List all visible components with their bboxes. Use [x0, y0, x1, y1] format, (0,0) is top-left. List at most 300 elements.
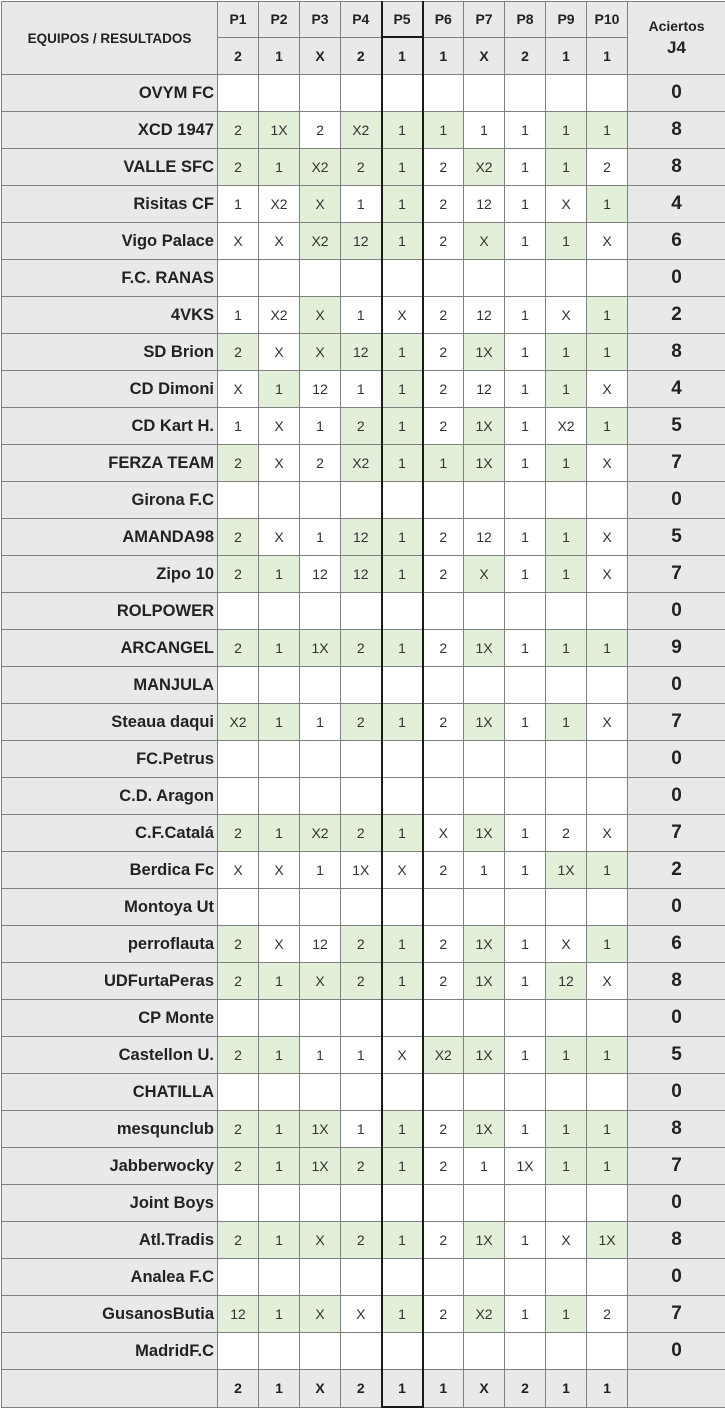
- pick-cell-p10: [587, 1333, 628, 1370]
- team-name: FC.Petrus: [2, 741, 218, 778]
- aciertos-score: 6: [628, 926, 725, 963]
- pick-cell-p1: X: [218, 223, 259, 260]
- team-name: Risitas CF: [2, 186, 218, 223]
- pick-cell-p9: 1: [546, 704, 587, 741]
- pick-cell-p2: X: [259, 852, 300, 889]
- pick-cell-p1: 1: [218, 186, 259, 223]
- pick-cell-p9: 1: [546, 445, 587, 482]
- team-name: FERZA TEAM: [2, 445, 218, 482]
- pick-cell-p10: 1: [587, 1037, 628, 1074]
- table-row: [2, 593, 725, 630]
- pick-cell-p7: [464, 1333, 505, 1370]
- pick-cell-p10: 1: [587, 186, 628, 223]
- pick-cell-p9: 1: [546, 1148, 587, 1185]
- pick-cell-p9: [546, 1259, 587, 1296]
- pick-cell-p1: 2: [218, 1148, 259, 1185]
- pick-cell-p5: [382, 741, 423, 778]
- aciertos-score: 7: [628, 1148, 725, 1185]
- pick-cell-p8: 1: [505, 1222, 546, 1259]
- aciertos-score: 7: [628, 704, 725, 741]
- table-row: [2, 1037, 725, 1074]
- pick-cell-p3: 12: [300, 371, 341, 408]
- pick-cell-p6: [423, 1000, 464, 1037]
- pick-cell-p6: 2: [423, 334, 464, 371]
- pick-cell-p1: [218, 1074, 259, 1111]
- pick-cell-p4: 1: [341, 186, 382, 223]
- pick-cell-p4: X2: [341, 112, 382, 149]
- pick-cell-p2: 1: [259, 1296, 300, 1333]
- table-row: [2, 926, 725, 963]
- team-name: OVYM FC: [2, 75, 218, 112]
- team-name: Berdica Fc: [2, 852, 218, 889]
- aciertos-score: 0: [628, 260, 725, 297]
- pick-cell-p10: X: [587, 704, 628, 741]
- pick-cell-p7: [464, 1074, 505, 1111]
- pick-cell-p10: [587, 667, 628, 704]
- pick-cell-p3: 1: [300, 704, 341, 741]
- pick-cell-p5: 1: [382, 704, 423, 741]
- column-header-p7: P7: [464, 2, 505, 38]
- pick-cell-p8: [505, 1185, 546, 1222]
- pick-cell-p3: 1: [300, 519, 341, 556]
- team-name: Montoya Ut: [2, 889, 218, 926]
- pick-cell-p8: 1: [505, 852, 546, 889]
- team-name: AMANDA98: [2, 519, 218, 556]
- pick-cell-p1: 12: [218, 1296, 259, 1333]
- pick-cell-p9: 1X: [546, 852, 587, 889]
- pick-cell-p1: 2: [218, 149, 259, 186]
- pick-cell-p10: 1: [587, 334, 628, 371]
- pick-cell-p2: [259, 1185, 300, 1222]
- pick-cell-p9: X: [546, 1222, 587, 1259]
- pick-cell-p3: X2: [300, 815, 341, 852]
- pick-cell-p9: [546, 1185, 587, 1222]
- footer-results-row: [2, 1370, 725, 1408]
- pick-cell-p1: [218, 593, 259, 630]
- aciertos-score: 6: [628, 223, 725, 260]
- table-row: [2, 445, 725, 482]
- footer-result-p7: X: [464, 1370, 505, 1408]
- pick-cell-p2: [259, 593, 300, 630]
- pick-cell-p2: 1: [259, 556, 300, 593]
- aciertos-score: 5: [628, 1037, 725, 1074]
- official-result-p6: 1: [423, 37, 464, 75]
- pick-cell-p9: 1: [546, 1296, 587, 1333]
- pick-cell-p7: 12: [464, 519, 505, 556]
- pick-cell-p9: [546, 1000, 587, 1037]
- pick-cell-p10: [587, 260, 628, 297]
- pick-cell-p7: 1: [464, 112, 505, 149]
- pick-cell-p7: 12: [464, 186, 505, 223]
- pick-cell-p2: [259, 667, 300, 704]
- pick-cell-p1: 1: [218, 297, 259, 334]
- pick-cell-p10: [587, 1259, 628, 1296]
- column-header-p9: P9: [546, 2, 587, 38]
- pick-cell-p9: 1: [546, 556, 587, 593]
- pick-cell-p10: 1: [587, 630, 628, 667]
- pick-cell-p7: 1X: [464, 815, 505, 852]
- official-result-p5: 1: [382, 37, 423, 75]
- team-name: Analea F.C: [2, 1259, 218, 1296]
- pick-cell-p4: [341, 778, 382, 815]
- pick-cell-p10: 1: [587, 112, 628, 149]
- pick-cell-p8: [505, 1074, 546, 1111]
- pick-cell-p6: [423, 1185, 464, 1222]
- pick-cell-p3: [300, 1074, 341, 1111]
- pick-cell-p10: 1: [587, 852, 628, 889]
- pick-cell-p1: [218, 778, 259, 815]
- pick-cell-p9: [546, 778, 587, 815]
- footer-result-p5: 1: [382, 1370, 423, 1408]
- header-row-columns: [2, 2, 725, 38]
- pick-cell-p4: [341, 482, 382, 519]
- pick-cell-p7: [464, 1000, 505, 1037]
- column-header-p2: P2: [259, 2, 300, 38]
- aciertos-score: 0: [628, 482, 725, 519]
- pick-cell-p2: 1: [259, 371, 300, 408]
- pick-cell-p6: 2: [423, 852, 464, 889]
- pick-cell-p9: [546, 593, 587, 630]
- pick-cell-p4: 12: [341, 519, 382, 556]
- pick-cell-p9: 1: [546, 519, 587, 556]
- pick-cell-p3: X: [300, 963, 341, 1000]
- pick-cell-p8: [505, 482, 546, 519]
- aciertos-score: 0: [628, 1074, 725, 1111]
- pick-cell-p9: [546, 1333, 587, 1370]
- pick-cell-p6: 2: [423, 371, 464, 408]
- team-name: Zipo 10: [2, 556, 218, 593]
- pick-cell-p8: [505, 667, 546, 704]
- pick-cell-p2: [259, 889, 300, 926]
- pick-cell-p10: 1X: [587, 1222, 628, 1259]
- column-header-p5: P5: [382, 2, 423, 38]
- pick-cell-p1: [218, 667, 259, 704]
- table-row: [2, 519, 725, 556]
- pick-cell-p6: 2: [423, 519, 464, 556]
- pick-cell-p9: 12: [546, 963, 587, 1000]
- pick-cell-p3: [300, 741, 341, 778]
- footer-result-p6: 1: [423, 1370, 464, 1408]
- pick-cell-p1: [218, 1259, 259, 1296]
- pick-cell-p8: 1: [505, 1111, 546, 1148]
- pick-cell-p7: 1X: [464, 445, 505, 482]
- footer-result-p9: 1: [546, 1370, 587, 1408]
- pick-cell-p1: 2: [218, 926, 259, 963]
- pick-cell-p7: [464, 1259, 505, 1296]
- pick-cell-p9: [546, 1074, 587, 1111]
- pick-cell-p7: 1X: [464, 926, 505, 963]
- pick-cell-p8: [505, 1333, 546, 1370]
- pick-cell-p3: 2: [300, 112, 341, 149]
- pick-cell-p10: [587, 889, 628, 926]
- team-name: Atl.Tradis: [2, 1222, 218, 1259]
- pick-cell-p2: X2: [259, 186, 300, 223]
- pick-cell-p3: [300, 75, 341, 112]
- team-name: MadridF.C: [2, 1333, 218, 1370]
- pick-cell-p1: [218, 1333, 259, 1370]
- pick-cell-p4: 12: [341, 223, 382, 260]
- pick-cell-p6: [423, 1074, 464, 1111]
- pick-cell-p3: [300, 889, 341, 926]
- pick-cell-p6: [423, 482, 464, 519]
- pick-cell-p4: [341, 1259, 382, 1296]
- pick-cell-p1: X2: [218, 704, 259, 741]
- pick-cell-p4: 2: [341, 149, 382, 186]
- pick-cell-p6: [423, 593, 464, 630]
- pick-cell-p3: X: [300, 297, 341, 334]
- pick-cell-p5: 1: [382, 1148, 423, 1185]
- pick-cell-p3: [300, 1259, 341, 1296]
- aciertos-score: 4: [628, 186, 725, 223]
- aciertos-score: 0: [628, 1259, 725, 1296]
- pick-cell-p7: 1X: [464, 1222, 505, 1259]
- footer-result-p2: 1: [259, 1370, 300, 1408]
- table-row: [2, 1185, 725, 1222]
- team-name: UDFurtaPeras: [2, 963, 218, 1000]
- pick-cell-p8: 1: [505, 1296, 546, 1333]
- pick-cell-p4: 1: [341, 297, 382, 334]
- pick-cell-p2: X: [259, 334, 300, 371]
- pick-cell-p2: 1: [259, 963, 300, 1000]
- pick-cell-p7: [464, 741, 505, 778]
- pick-cell-p3: 1: [300, 1037, 341, 1074]
- pick-cell-p2: [259, 741, 300, 778]
- official-result-p4: 2: [341, 37, 382, 75]
- pick-cell-p3: [300, 1000, 341, 1037]
- pick-cell-p8: 1: [505, 408, 546, 445]
- team-name: Castellon U.: [2, 1037, 218, 1074]
- pick-cell-p5: 1: [382, 556, 423, 593]
- pick-cell-p2: [259, 778, 300, 815]
- pick-cell-p1: 2: [218, 445, 259, 482]
- pick-cell-p9: [546, 260, 587, 297]
- pick-cell-p10: 1: [587, 1148, 628, 1185]
- pick-cell-p10: [587, 1074, 628, 1111]
- pick-cell-p1: 2: [218, 815, 259, 852]
- footer-result-p3: X: [300, 1370, 341, 1408]
- footer-result-p10: 1: [587, 1370, 628, 1408]
- pick-cell-p3: X: [300, 334, 341, 371]
- pick-cell-p5: [382, 1074, 423, 1111]
- pick-cell-p5: [382, 75, 423, 112]
- pick-cell-p10: X: [587, 445, 628, 482]
- table-footer: [2, 1370, 725, 1408]
- column-header-p4: P4: [341, 2, 382, 38]
- pick-cell-p4: 2: [341, 1148, 382, 1185]
- aciertos-score: 8: [628, 112, 725, 149]
- pick-cell-p1: X: [218, 371, 259, 408]
- pick-cell-p8: 1: [505, 186, 546, 223]
- pick-cell-p3: X: [300, 1222, 341, 1259]
- pick-cell-p1: [218, 1185, 259, 1222]
- pick-cell-p5: [382, 889, 423, 926]
- pick-cell-p7: [464, 1185, 505, 1222]
- pick-cell-p4: X: [341, 1296, 382, 1333]
- pick-cell-p2: 1: [259, 815, 300, 852]
- table-row: [2, 297, 725, 334]
- pick-cell-p5: X: [382, 852, 423, 889]
- aciertos-score: 7: [628, 1296, 725, 1333]
- pick-cell-p9: 1: [546, 223, 587, 260]
- pick-cell-p9: [546, 75, 587, 112]
- pick-cell-p8: 1: [505, 223, 546, 260]
- pick-cell-p3: 1: [300, 408, 341, 445]
- column-header-p8: P8: [505, 2, 546, 38]
- aciertos-score: 4: [628, 371, 725, 408]
- pick-cell-p7: X2: [464, 1296, 505, 1333]
- pick-cell-p1: [218, 260, 259, 297]
- official-result-p1: 2: [218, 37, 259, 75]
- pick-cell-p7: X: [464, 556, 505, 593]
- table-row: [2, 186, 725, 223]
- pick-cell-p5: 1: [382, 1111, 423, 1148]
- pick-cell-p3: 1: [300, 852, 341, 889]
- pick-cell-p10: X: [587, 556, 628, 593]
- aciertos-score: 0: [628, 1000, 725, 1037]
- pick-cell-p8: [505, 778, 546, 815]
- team-name: Steaua daqui: [2, 704, 218, 741]
- pick-cell-p4: [341, 1185, 382, 1222]
- pick-cell-p8: 1X: [505, 1148, 546, 1185]
- official-result-p3: X: [300, 37, 341, 75]
- pick-cell-p5: [382, 1259, 423, 1296]
- pick-cell-p1: [218, 482, 259, 519]
- aciertos-score: 0: [628, 889, 725, 926]
- pick-cell-p2: [259, 1074, 300, 1111]
- pick-cell-p4: 1: [341, 371, 382, 408]
- pick-cell-p1: 2: [218, 1222, 259, 1259]
- pick-cell-p6: 2: [423, 1222, 464, 1259]
- pick-cell-p2: 1: [259, 1037, 300, 1074]
- pick-cell-p8: [505, 593, 546, 630]
- pick-cell-p2: 1: [259, 1111, 300, 1148]
- pick-cell-p9: X: [546, 926, 587, 963]
- pick-cell-p6: 1: [423, 112, 464, 149]
- pick-cell-p4: [341, 741, 382, 778]
- pick-cell-p6: 1: [423, 445, 464, 482]
- pick-cell-p1: 2: [218, 1037, 259, 1074]
- pick-cell-p6: 2: [423, 186, 464, 223]
- aciertos-score: 7: [628, 815, 725, 852]
- pick-cell-p6: 2: [423, 704, 464, 741]
- pick-cell-p3: X2: [300, 149, 341, 186]
- pick-cell-p9: [546, 741, 587, 778]
- pick-cell-p5: [382, 667, 423, 704]
- table-row: [2, 667, 725, 704]
- pick-cell-p1: 2: [218, 630, 259, 667]
- pick-cell-p8: 1: [505, 704, 546, 741]
- pick-cell-p1: [218, 741, 259, 778]
- table-body: [2, 75, 725, 1370]
- aciertos-score: 5: [628, 408, 725, 445]
- pick-cell-p4: [341, 1333, 382, 1370]
- pick-cell-p2: X2: [259, 297, 300, 334]
- aciertos-header: [628, 2, 725, 75]
- team-name: C.D. Aragon: [2, 778, 218, 815]
- pick-cell-p2: [259, 260, 300, 297]
- pick-cell-p6: 2: [423, 408, 464, 445]
- pick-cell-p10: [587, 741, 628, 778]
- table-row: [2, 704, 725, 741]
- pick-cell-p10: [587, 593, 628, 630]
- pick-cell-p5: [382, 1000, 423, 1037]
- table-row: [2, 482, 725, 519]
- pick-cell-p2: [259, 482, 300, 519]
- pick-cell-p4: [341, 260, 382, 297]
- pick-cell-p9: X: [546, 186, 587, 223]
- table-header: [2, 2, 725, 75]
- table-row: [2, 334, 725, 371]
- pick-cell-p4: X2: [341, 445, 382, 482]
- pick-cell-p10: 1: [587, 297, 628, 334]
- pick-cell-p6: [423, 889, 464, 926]
- table-row: [2, 1222, 725, 1259]
- pick-cell-p4: 2: [341, 704, 382, 741]
- pick-cell-p3: X: [300, 1296, 341, 1333]
- table-row: [2, 889, 725, 926]
- teams-results-header: EQUIPOS / RESULTADOS: [2, 2, 218, 75]
- pick-cell-p8: [505, 1000, 546, 1037]
- pick-cell-p7: X2: [464, 149, 505, 186]
- pick-cell-p8: 1: [505, 371, 546, 408]
- aciertos-score: 0: [628, 75, 725, 112]
- pick-cell-p10: 1: [587, 926, 628, 963]
- pick-cell-p3: 1X: [300, 630, 341, 667]
- pick-cell-p7: 1X: [464, 334, 505, 371]
- pick-cell-p5: 1: [382, 149, 423, 186]
- pick-cell-p6: [423, 741, 464, 778]
- team-name: 4VKS: [2, 297, 218, 334]
- footer-label-empty: [2, 1370, 218, 1408]
- pick-cell-p6: 2: [423, 963, 464, 1000]
- pick-cell-p4: [341, 667, 382, 704]
- pick-cell-p5: 1: [382, 630, 423, 667]
- team-name: VALLE SFC: [2, 149, 218, 186]
- pick-cell-p5: [382, 1185, 423, 1222]
- pick-cell-p3: [300, 593, 341, 630]
- pick-cell-p3: 12: [300, 926, 341, 963]
- aciertos-score: 2: [628, 297, 725, 334]
- pick-cell-p10: X: [587, 223, 628, 260]
- pick-cell-p1: 2: [218, 963, 259, 1000]
- pick-cell-p6: [423, 667, 464, 704]
- pick-cell-p10: 1: [587, 408, 628, 445]
- pick-cell-p8: 1: [505, 630, 546, 667]
- pick-cell-p8: 1: [505, 149, 546, 186]
- team-name: SD Brion: [2, 334, 218, 371]
- table-row: [2, 630, 725, 667]
- pick-cell-p3: 1X: [300, 1148, 341, 1185]
- team-name: Jabberwocky: [2, 1148, 218, 1185]
- pick-cell-p9: X: [546, 297, 587, 334]
- pick-cell-p5: [382, 593, 423, 630]
- pick-cell-p3: 12: [300, 556, 341, 593]
- team-name: CP Monte: [2, 1000, 218, 1037]
- aciertos-score: 0: [628, 1185, 725, 1222]
- official-result-p9: 1: [546, 37, 587, 75]
- footer-result-p4: 2: [341, 1370, 382, 1408]
- pick-cell-p7: 1X: [464, 1111, 505, 1148]
- pick-cell-p3: [300, 1333, 341, 1370]
- pick-cell-p7: [464, 778, 505, 815]
- pick-cell-p2: 1: [259, 630, 300, 667]
- official-result-p10: 1: [587, 37, 628, 75]
- pick-cell-p7: 1X: [464, 630, 505, 667]
- pick-cell-p7: [464, 482, 505, 519]
- pick-cell-p7: 1X: [464, 408, 505, 445]
- pick-cell-p4: 2: [341, 963, 382, 1000]
- column-header-p3: P3: [300, 2, 341, 38]
